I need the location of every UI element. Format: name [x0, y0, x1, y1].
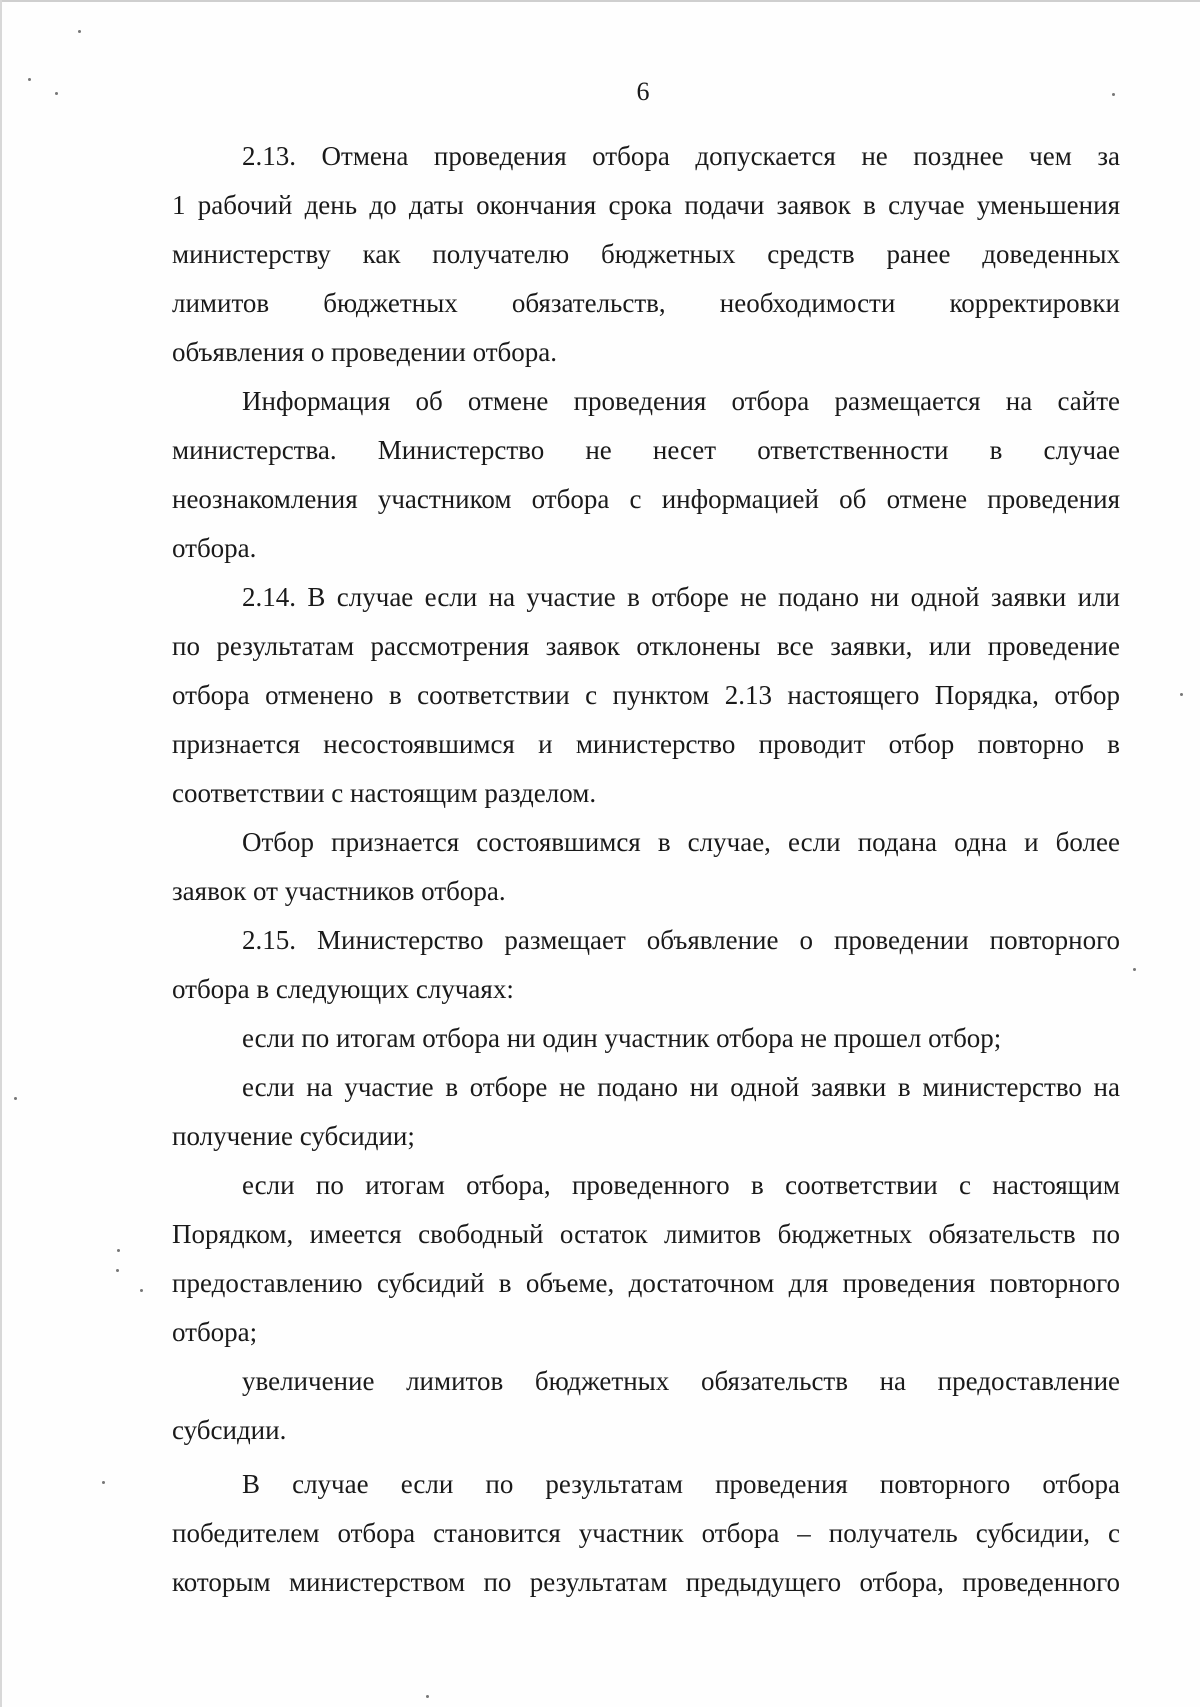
text-line: отбора отменено в соответствии с пунктом 2.13 настоящего Порядка, отбор: [172, 680, 1120, 710]
text-line: увеличение лимитов бюджетных обязательств на предоставление: [242, 1366, 1120, 1396]
text-line: заявок от участников отбора.: [172, 876, 506, 906]
text-line: которым министерством по результатам предыдущего отбора, проведенного: [172, 1567, 1120, 1597]
text-line: 1 рабочий день до даты окончания срока подачи заявок в случае уменьшения: [172, 190, 1120, 220]
text-line: 2.14. В случае если на участие в отборе не подано ни одной заявки или: [242, 582, 1120, 612]
text-line: Порядком, имеется свободный остаток лимитов бюджетных обязательств по: [172, 1219, 1120, 1249]
text-line: 2.15. Министерство размещает объявление о проведении повторного: [242, 925, 1120, 955]
text-line: победителем отбора становится участник отбора – получатель субсидии, с: [172, 1518, 1120, 1548]
scan-speck: [78, 30, 81, 33]
text-line: 2.13. Отмена проведения отбора допускается не позднее чем за: [242, 141, 1120, 171]
scan-speck: [1180, 693, 1183, 696]
text-line: министерства. Министерство не несет ответственности в случае: [172, 435, 1120, 465]
scan-edge-top: [0, 0, 1200, 2]
text-line: отбора;: [172, 1317, 258, 1347]
text-line: лимитов бюджетных обязательств, необходимости корректировки: [172, 288, 1120, 318]
scan-edge-left: [0, 0, 2, 1707]
text-line: предоставлению субсидий в объеме, достаточном для проведения повторного: [172, 1268, 1120, 1298]
text-line: если на участие в отборе не подано ни одной заявки в министерство на: [242, 1072, 1120, 1102]
scan-speck: [117, 1249, 120, 1252]
text-line: неознакомления участником отбора с информацией об отмене проведения: [172, 484, 1120, 514]
text-line: получение субсидии;: [172, 1121, 415, 1151]
text-line: субсидии.: [172, 1415, 287, 1445]
text-line: объявления о проведении отбора.: [172, 337, 558, 367]
scan-speck: [102, 1481, 105, 1484]
scan-speck: [140, 1289, 143, 1292]
scan-speck: [1112, 93, 1115, 96]
text-line: министерству как получателю бюджетных средств ранее доведенных: [172, 239, 1120, 269]
scan-speck: [426, 1695, 429, 1698]
text-line: отбора в следующих случаях:: [172, 974, 514, 1004]
page-number: 6: [636, 77, 650, 106]
scan-speck: [116, 1269, 119, 1272]
scan-speck: [55, 92, 58, 95]
text-line: Информация об отмене проведения отбора размещается на сайте: [242, 386, 1120, 416]
text-line: если по итогам отбора, проведенного в соответствии с настоящим: [242, 1170, 1120, 1200]
scan-speck: [1133, 968, 1136, 971]
text-line: по результатам рассмотрения заявок отклонены все заявки, или проведение: [172, 631, 1120, 661]
text-line: отбора.: [172, 533, 257, 563]
text-line: если по итогам отбора ни один участник отбора не прошел отбор;: [242, 1023, 1002, 1053]
text-line: соответствии с настоящим разделом.: [172, 778, 597, 808]
text-line: признается несостоявшимся и министерство проводит отбор повторно в: [172, 729, 1120, 759]
scan-speck: [28, 78, 31, 81]
text-line: В случае если по результатам проведения повторного отбора: [242, 1469, 1120, 1499]
text-line: Отбор признается состоявшимся в случае, если подана одна и более: [242, 827, 1120, 857]
scan-speck: [14, 1097, 17, 1100]
